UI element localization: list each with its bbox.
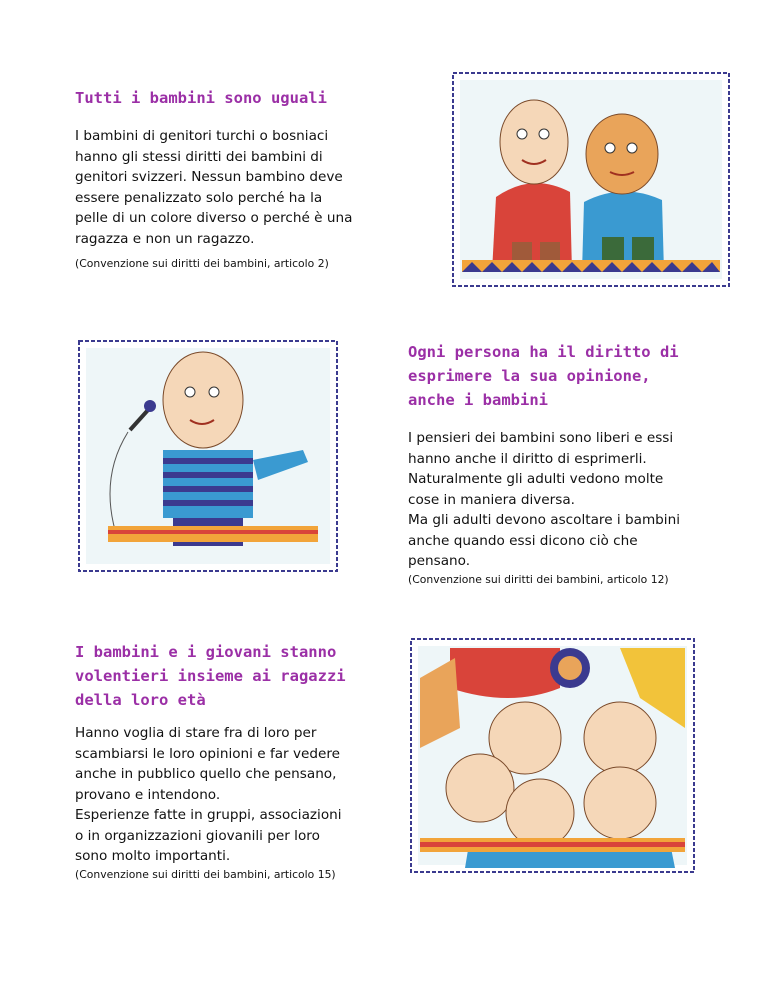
section-1-title: Tutti i bambini sono uguali [75, 89, 327, 107]
group-of-children-illustration [410, 638, 695, 873]
section-1-body: I bambini di genitori turchi o bosniaci hanno gli stessi diritti dei bambini di genitori svizzeri. Nessun bambino deve essere penalizzato solo perché ha la pelle di un colore diverso o perché è una ragazza e non un ragazzo. [75, 128, 353, 247]
section-2-title: Ogni persona ha il diritto di esprimere la sua opinione, anche i bambini [408, 343, 679, 409]
section-1-citation: (Convenzione sui diritti dei bambini, articolo 2) [75, 257, 329, 270]
section-2-body: I pensieri dei bambini sono liberi e essi hanno anche il diritto di esprimerli. Naturalmente gli adulti vedono molte cose in maniera diversa. Ma gli adulti devono ascoltare i bambini anche quando essi dicono ciò che pensano. [408, 430, 680, 569]
section-3-citation: (Convenzione sui diritti dei bambini, articolo 15) [75, 868, 336, 881]
child-singing-microphone-illustration [78, 340, 338, 572]
section-3-title: I bambini e i giovani stanno volentieri insieme ai ragazzi della loro età [75, 643, 346, 709]
two-friends-illustration [452, 72, 730, 287]
section-2-citation: (Convenzione sui diritti dei bambini, articolo 12) [408, 573, 669, 586]
section-3-body: Hanno voglia di stare fra di loro per scambiarsi le loro opinioni e far vedere anche in pubblico quello che pensano, provano e intendono. Esperienze fatte in gruppi, associazioni o in organizzazioni giovanili per loro sono molto importanti. [75, 725, 342, 864]
